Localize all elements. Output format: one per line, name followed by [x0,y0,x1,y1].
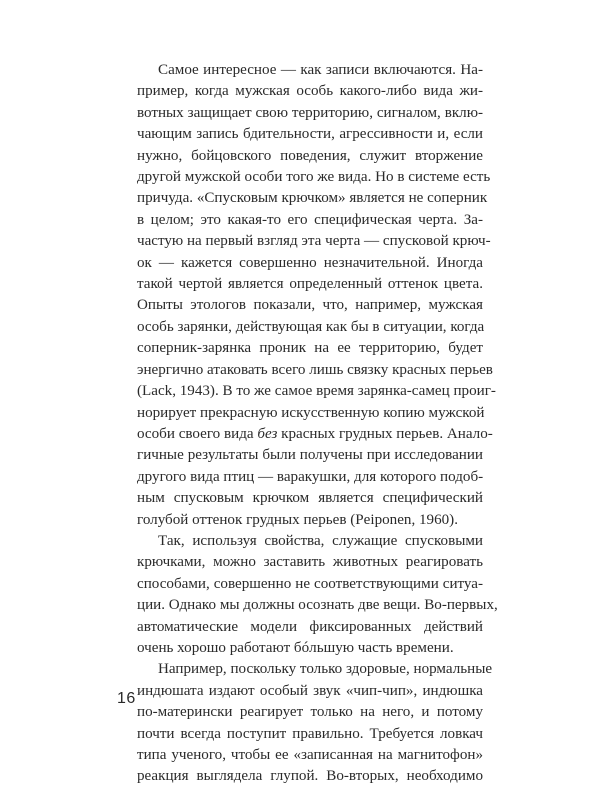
text-line-with-italic [117,424,493,445]
text-line: (Lack, 1943). В то же самое время зарянка-самец проиг- [137,383,496,400]
text-line: автоматические модели фиксированных действий [137,618,483,635]
text-line: Например, поскольку только здоровые, нормальные [158,661,493,678]
text-line: почти всегда поступит правильно. Требуется ловкач [137,725,483,742]
text-line: реакция выглядела глупой. Во-вторых, необходимо [137,768,483,785]
text-segment: особи своего вида [137,425,258,442]
text-line: пример, когда мужская особь какого-либо вида жи- [137,83,483,100]
text-line: другого вида птиц — варакушки, для которого подоб- [137,468,484,485]
text-line: индюшата издают особый звук «чип-чип», индюшка [137,682,483,699]
body-text [117,60,498,788]
paragraph-1 [117,60,496,531]
text-line: Так, используя свойства, служащие спусковыми [158,532,483,549]
text-line: энергично атаковать всего лишь связку красных перьев [137,361,493,378]
italic-word: без [257,425,278,442]
text-segment: красных грудных перьев. Анало- [281,425,493,442]
text-line: очень хорошо работают бóльшую часть времени. [137,639,454,656]
text-line: соперник-зарянка проник на ее территорию, будет [137,340,483,357]
text-line: способами, совершенно не соответствующими ситуа- [137,575,483,592]
text-line: ок — кажется совершенно незначительной. Иногда [137,254,483,271]
text-line: частую на первый взгляд эта черта — спусковой крюч- [137,233,491,250]
text-line: нужно, бойцовского поведения, служит вторжение [137,147,483,164]
text-line: ным спусковым крючком является специфический [137,490,483,507]
text-line: крючками, можно заставить животных реагировать [137,554,483,571]
text-line: такой чертой является определенный оттенок цвета. [137,276,483,293]
text-line: по-матерински реагирует только на него, и потому [137,704,483,721]
text-line: в целом; это какая-то его специфическая черта. За- [137,211,483,228]
paragraph-2 [117,531,498,659]
text-line: вотных защищает свою территорию, сигналом, вклю- [137,104,483,121]
text-line: норирует прекрасную искусственную копию мужской [137,404,485,421]
text-line: типа ученого, чтобы ее «записанная на магнитофон» [137,747,483,763]
text-line: причуда. «Спусковым крючком» является не соперник [137,190,488,207]
text-line: Самое интересное — как записи включаются. На- [158,62,483,78]
text-line: чающим запись бдительности, агрессивности и, если [137,126,483,143]
page-number: 16 [117,690,136,707]
text-line: особь зарянки, действующая как бы в ситуации, когда [137,318,485,335]
text-line: голубой оттенок грудных перьев (Peiponen, 1960). [137,511,458,528]
paragraph-3 [117,659,493,787]
text-line: другой мужской особи того же вида. Но в системе есть [137,169,491,186]
text-line: гичные результаты были получены при исследовании [137,447,483,464]
text-line: ции. Однако мы должны осознать две вещи. Во-первых, [137,597,498,614]
text-line: Опыты этологов показали, что, например, мужская [137,297,483,314]
